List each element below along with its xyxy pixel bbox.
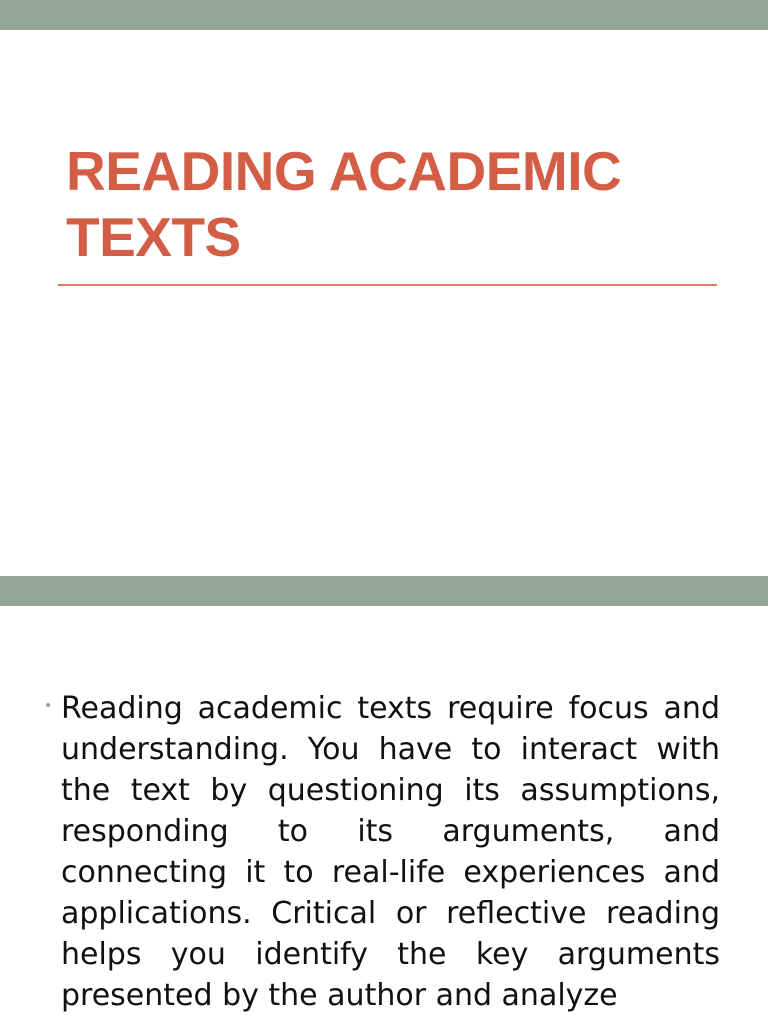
bullet-icon: • (44, 698, 53, 714)
slide-separator-band (0, 576, 768, 606)
slide-top-band (0, 0, 768, 30)
slide-title: READING ACADEMIC TEXTS (66, 140, 622, 268)
title-divider (58, 284, 717, 286)
bullet-paragraph: Reading academic texts require focus and understanding. You have to interact with the text by questioning its assumptions, responding to its arguments, and connecting it to real-life experiences and applications. Critical or reflective reading helps you identify the key arguments presented by the author and analyze (61, 691, 720, 1013)
bullet-item (44, 688, 720, 1016)
